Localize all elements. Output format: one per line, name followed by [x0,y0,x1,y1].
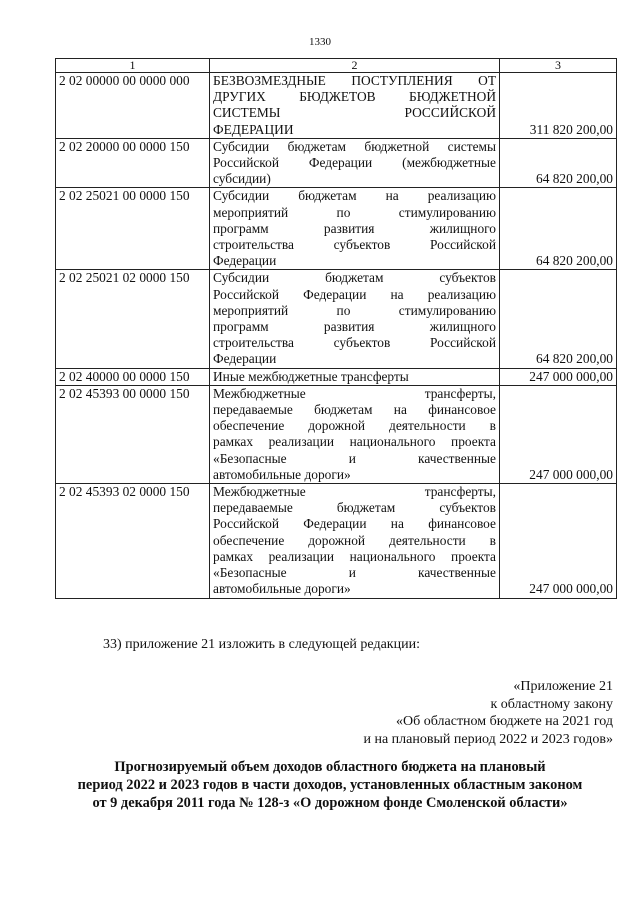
header-col-3: 3 [500,59,617,73]
revenue-name-line: Субсидии бюджетам субъектов [213,270,496,286]
revenue-name-line: строительства субъектов Российской [213,335,496,351]
revenue-name [210,368,500,385]
appendix-line: и на плановый период 2022 и 2023 годов» [363,731,613,747]
revenue-name-line: мероприятий по стимулированию [213,204,496,220]
revenue-name-line: ДРУГИХ БЮДЖЕТОВ БЮДЖЕТНОЙ [213,89,496,105]
table-row [56,73,617,139]
revenue-name [210,270,500,368]
revenue-code: 2 02 25021 02 0000 150 [56,270,210,368]
revenue-name [210,188,500,270]
revenue-name-line: СИСТЕМЫ РОССИЙСКОЙ [213,105,496,121]
revenue-amount: 64 820 200,00 [500,270,617,368]
revenue-amount: 311 820 200,00 [500,73,617,139]
appendix-line: «Об областном бюджете на 2021 год [396,714,613,730]
table-row [56,385,617,483]
revenue-name-line: Российской Федерации (межбюджетные [213,155,496,171]
revenue-name-line: автомобильные дороги» [213,581,351,597]
title-line: период 2022 и 2023 годов в части доходов, установленных областным законом [77,777,583,793]
title-line: Прогнозируемый объем доходов областного бюджета на плановый [114,759,546,775]
revenue-name-line: передаваемые бюджетам субъектов [213,500,496,516]
appendix-line: к областному закону [490,696,613,712]
table-row [56,138,617,188]
revenue-amount: 64 820 200,00 [500,138,617,188]
revenue-code: 2 02 25021 00 0000 150 [56,188,210,270]
revenue-name-line: программ развития жилищного [213,220,496,236]
title-line: от 9 декабря 2011 года № 128-з «О дорожном фонде Смоленской области» [92,795,568,811]
document-title [40,758,620,812]
revenue-amount: 247 000 000,00 [500,484,617,598]
revenue-code: 2 02 40000 00 0000 150 [56,368,210,385]
revenue-name-line: автомобильные дороги» [213,466,351,482]
revenue-name [210,138,500,188]
revenue-name-line: строительства субъектов Российской [213,237,496,253]
revenue-name-line: обеспечение дорожной деятельности в [213,418,496,434]
revenue-amount: 64 820 200,00 [500,188,617,270]
revenue-name [210,385,500,483]
revenue-name-line: Российской Федерации на реализацию [213,286,496,302]
budget-revenue-table [55,58,617,599]
revenue-name-line: субсидии) [213,171,271,187]
revenue-name-line: Российской Федерации на финансовое [213,516,496,532]
header-col-2: 2 [210,59,500,73]
revenue-code: 2 02 45393 02 0000 150 [56,484,210,598]
table-row [56,368,617,385]
table-row [56,484,617,598]
revenue-name-line: ФЕДЕРАЦИИ [213,121,294,137]
revenue-name-line: Субсидии бюджетам на реализацию [213,188,496,204]
table-row [56,270,617,368]
revenue-name [210,484,500,598]
appendix-reference [363,678,613,748]
revenue-name-line: обеспечение дорожной деятельности в [213,532,496,548]
revenue-code: 2 02 20000 00 0000 150 [56,138,210,188]
revenue-name-line: Субсидии бюджетам бюджетной системы [213,138,496,154]
revenue-name-line: БЕЗВОЗМЕЗДНЫЕ ПОСТУПЛЕНИЯ ОТ [213,73,496,88]
revenue-name-line: мероприятий по стимулированию [213,302,496,318]
appendix-line: «Приложение 21 [513,679,613,694]
table-row [56,188,617,270]
revenue-name-line: рамках реализации национального проекта [213,548,496,564]
revenue-name-line: «Безопасные и качественные [213,565,496,581]
revenue-name-line: «Безопасные и качественные [213,450,496,466]
revenue-name-line: Межбюджетные трансферты, [213,385,496,401]
revenue-name-line: передаваемые бюджетам на финансовое [213,402,496,418]
revenue-name-line: Межбюджетные трансферты, [213,484,496,500]
revenue-code: 2 02 00000 00 0000 000 [56,73,210,139]
revenue-code: 2 02 45393 00 0000 150 [56,385,210,483]
revenue-amount: 247 000 000,00 [500,385,617,483]
revenue-name-line: программ развития жилищного [213,319,496,335]
amendment-paragraph: 33) приложение 21 изложить в следующей редакции: [103,637,420,652]
revenue-name [210,73,500,139]
revenue-name-line: Федерации [213,351,277,367]
revenue-name-line: Иные межбюджетные трансферты [213,368,409,384]
table-header-row [56,59,617,73]
header-col-1: 1 [56,59,210,73]
revenue-name-line: рамках реализации национального проекта [213,434,496,450]
revenue-amount: 247 000 000,00 [500,368,617,385]
page-number: 1330 [309,36,331,48]
revenue-name-line: Федерации [213,253,277,269]
